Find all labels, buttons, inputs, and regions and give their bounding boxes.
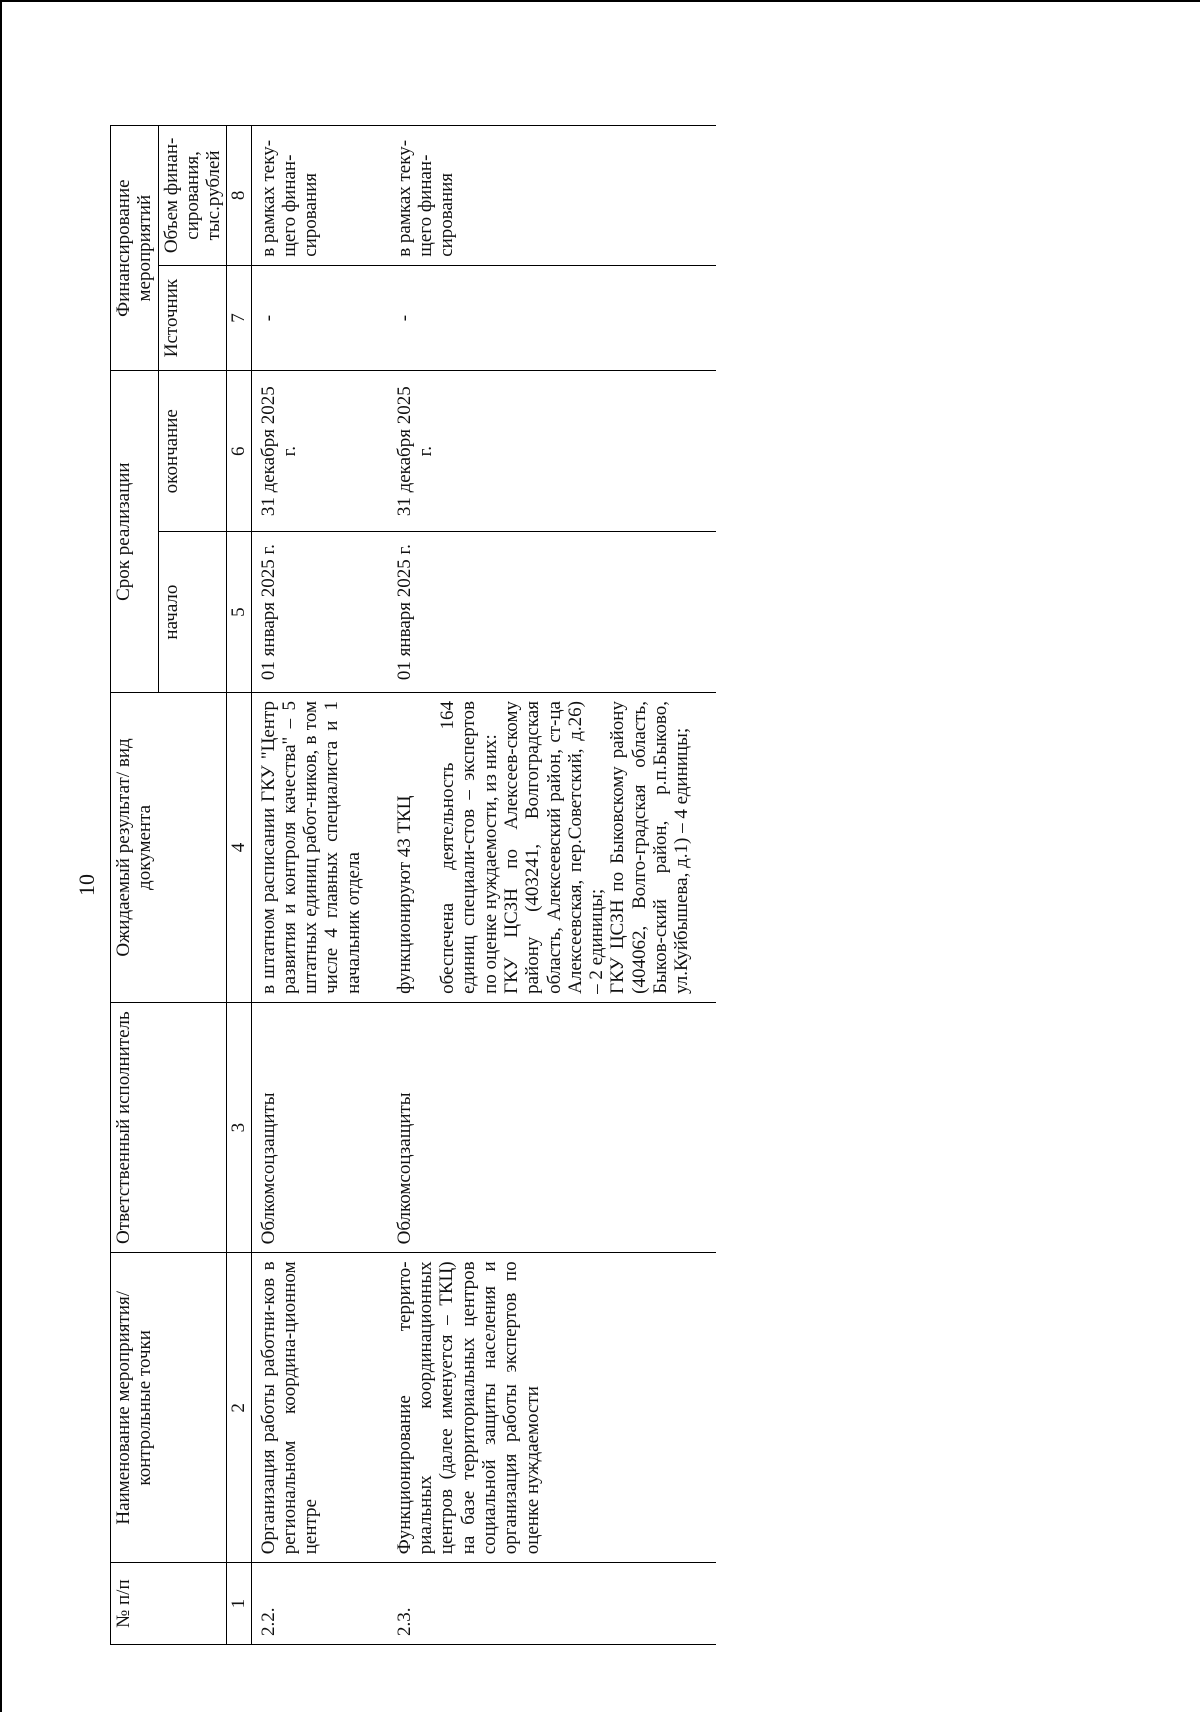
document-sheet [74, 125, 930, 1645]
header-source: Источник [158, 265, 227, 370]
row-executor: Облкомсоцзащиты [251, 1002, 388, 1253]
column-number: 1 [227, 1563, 251, 1645]
header-num: № п/п [111, 1563, 227, 1645]
row-start-date: 01 января 2025 г. [251, 532, 388, 693]
column-number: 5 [227, 532, 251, 693]
header-financing-group: Финансирование мероприятий [111, 126, 159, 371]
row-funding-source: - [388, 265, 716, 370]
table-row [388, 126, 716, 1645]
table-row [251, 126, 388, 1645]
header-result: Ожидаемый результат/ вид документа [111, 693, 227, 1003]
scan-left-edge [0, 0, 2, 1712]
row-funding-source: - [251, 265, 388, 370]
result-spacer [415, 701, 437, 994]
page-number: 10 [74, 874, 99, 896]
column-number: 4 [227, 693, 251, 1003]
row-number: 2.3. [388, 1563, 716, 1645]
scan-top-edge [0, 0, 1200, 2]
header-start: начало [158, 532, 227, 693]
result-lead: функционируют 43 ТКЦ [393, 795, 415, 994]
result-item: ГКУ ЦСЗН по Алексеев-скому району (403241, Волгоградская область, Алексеевский район, ст-ца Алексеевская, пер.Советский, д.26) – 2 единицы; [500, 701, 608, 994]
column-number-row [227, 126, 251, 1645]
row-funding-amount: в рамках теку-щего финан-сирования [251, 126, 388, 266]
header-name: Наименование мероприятия/ контрольные точки [111, 1253, 227, 1563]
column-number: 8 [227, 126, 251, 266]
header-executor: Ответственный исполнитель [111, 1002, 227, 1253]
result-item: обеспечена деятельность 164 единиц специали-стов – экспертов по оценке нуждаемости, из них: [437, 701, 501, 994]
column-number: 2 [227, 1253, 251, 1563]
action-plan-table [110, 125, 716, 1645]
result-item: ГКУ ЦСЗН по Быковскому району (404062, Волго-градская область, Быков-ский район, р.п.Быково, ул.Куйбышева, д.1) – 4 единицы; [607, 701, 693, 994]
column-number: 6 [227, 371, 251, 532]
row-expected-result: в штатном расписании ГКУ "Центр развития и контроля качества" – 5 штатных единиц работ-ников, в том числе 4 главных специалиста и 1 начальник отдела [251, 693, 388, 1003]
row-number: 2.2. [251, 1563, 388, 1645]
row-end-date: 31 декабря 2025 г. [251, 371, 388, 532]
header-term-group: Срок реализации [111, 371, 159, 693]
row-executor: Облкомсоцзащиты [388, 1002, 716, 1253]
header-amount: Объем финан-сирования, тыс.рублей [158, 126, 227, 266]
row-end-date: 31 декабря 2025 г. [388, 371, 716, 532]
column-number: 3 [227, 1002, 251, 1253]
header-row-1 [111, 126, 159, 1645]
row-start-date: 01 января 2025 г. [388, 532, 716, 693]
row-activity-name: Функционирование террито-риальных координационных центров (далее именуется – ТКЦ) на базе территориальных центров социальной защиты населения и организация работы экспертов по оценке нуждаемости [388, 1253, 716, 1563]
column-number: 7 [227, 265, 251, 370]
row-funding-amount: в рамках теку-щего финан-сирования [388, 126, 716, 266]
header-end: окончание [158, 371, 227, 532]
row-activity-name: Организация работы работни-ков в региональном координа-ционном центре [251, 1253, 388, 1563]
row-expected-result [388, 693, 716, 1003]
